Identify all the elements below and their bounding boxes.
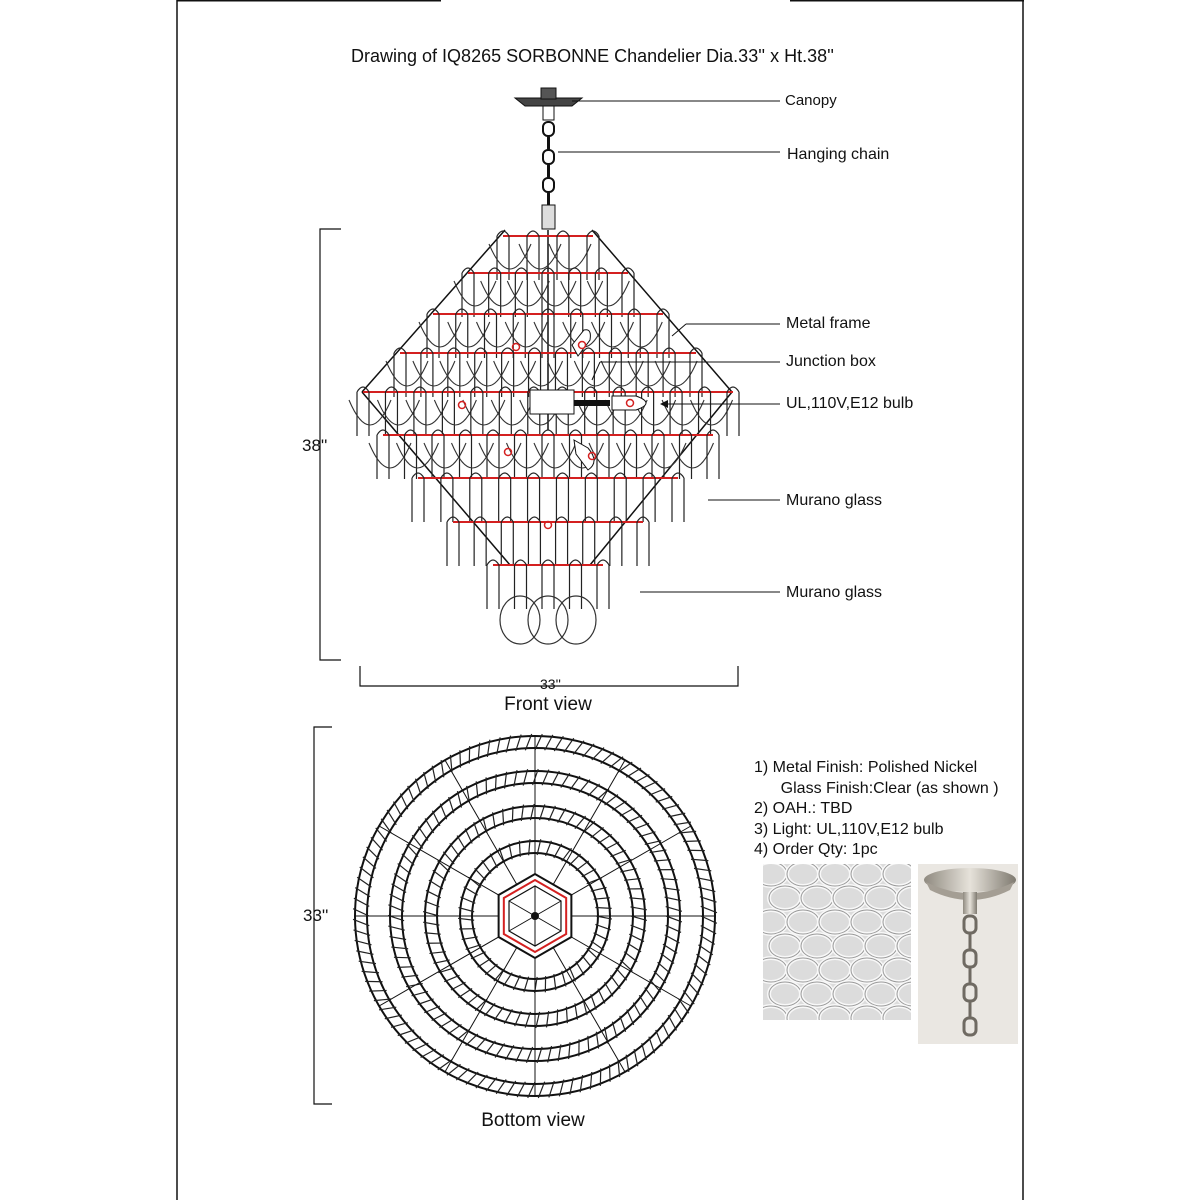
glass-photo-image	[763, 864, 911, 1020]
canopy-label: Canopy	[785, 92, 837, 109]
bottom-diameter-dimension: 33''	[303, 906, 329, 925]
canopy-photo	[918, 864, 1018, 1044]
bottom-view-title: Bottom view	[481, 1110, 585, 1131]
spec-item: Glass Finish:Clear (as shown )	[754, 779, 999, 797]
metal-frame-label: Metal frame	[786, 315, 871, 332]
murano-glass-label-1: Murano glass	[786, 492, 883, 509]
canopy-photo-image	[918, 864, 1018, 1044]
spec-list	[754, 758, 999, 861]
drawing-title: Drawing of IQ8265 SORBONNE Chandelier Dia.33'' x Ht.38''	[351, 46, 834, 66]
hanging-chain-label: Hanging chain	[787, 146, 890, 163]
murano-glass-label-2: Murano glass	[786, 584, 883, 601]
bulb-label: UL,110V,E12 bulb	[786, 395, 914, 412]
front-width-dimension: 33''	[540, 676, 561, 692]
center-hexagon	[499, 874, 572, 958]
spec-item: 4) Order Qty: 1pc	[754, 841, 878, 858]
spec-item: 2) OAH.: TBD	[754, 800, 853, 817]
spec-item: 1) Metal Finish: Polished Nickel	[754, 759, 978, 776]
front-height-dimension: 38''	[302, 436, 328, 455]
front-view-title: Front view	[504, 694, 592, 715]
junction-box-label: Junction box	[786, 353, 876, 370]
glass-photo	[763, 864, 911, 1020]
spec-item: 3) Light: UL,110V,E12 bulb	[754, 820, 944, 838]
